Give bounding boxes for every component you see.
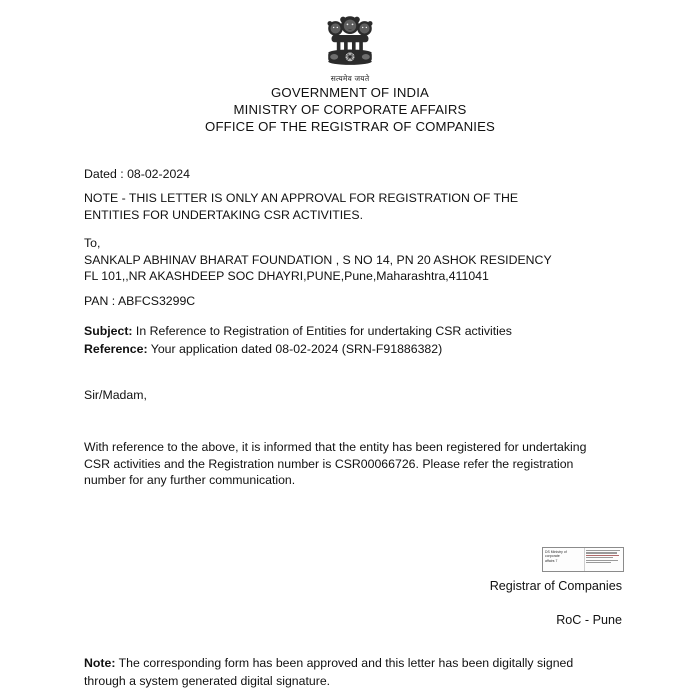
addressee-line-1: SANKALP ABHINAV BHARAT FOUNDATION , S NO 14, PN 20 ASHOK RESIDENCY [84, 252, 552, 267]
addressee-line-2: FL 101,,NR AKASHDEEP SOC DHAYRI,PUNE,Pune,Maharashtra,411041 [84, 269, 489, 283]
digital-signature-stamp [542, 547, 624, 572]
to-label: To, [84, 236, 101, 250]
stamp-line-3: affairs 7 [545, 558, 558, 563]
footer-note-line-2: through a system generated digital signature. [84, 674, 331, 688]
reference-label: Reference: [84, 342, 148, 356]
letterhead-header [0, 84, 700, 136]
digital-signature-stamp-text [543, 548, 584, 571]
letter-date: Dated : 08-02-2024 [84, 167, 190, 181]
header-office: OFFICE OF THE REGISTRAR OF COMPANIES [205, 119, 495, 135]
body-paragraph-line-2: CSR activities and the Registration number is CSR00066726. Please refer the registration [84, 456, 574, 471]
pan-number: PAN : ABFCS3299C [84, 294, 196, 308]
footer-note-text: The corresponding form has been approved and this letter has been digitally signed [115, 656, 574, 670]
stamp-line-2: corporate [545, 554, 560, 559]
subject-label: Subject: [84, 324, 133, 338]
digital-signature-stamp-detail [584, 548, 623, 571]
reference-text: Your application dated 08-02-2024 (SRN-F91886382) [147, 342, 443, 356]
footer-note-line-1 [84, 655, 606, 672]
header-government-of-india: GOVERNMENT OF INDIA [271, 85, 429, 100]
salutation: Sir/Madam, [84, 388, 147, 402]
footer-note-label: Note: [84, 656, 116, 670]
emblem-motto: सत्यमेव जयते [330, 74, 370, 83]
body-paragraph-line-3: number for any further communication. [84, 473, 296, 487]
note-heading-line-1: NOTE - THIS LETTER IS ONLY AN APPROVAL FOR REGISTRATION OF THE [84, 191, 519, 205]
subject-text: In Reference to Registration of Entities for undertaking CSR activities [132, 324, 512, 338]
header-ministry: MINISTRY OF CORPORATE AFFAIRS [233, 102, 467, 118]
subject-line [84, 323, 606, 340]
body-paragraph-line-1: With reference to the above, it is informed that the entity has been registered for undertaking [84, 440, 587, 454]
registrar-designation: Registrar of Companies [489, 579, 622, 593]
reference-line [84, 341, 606, 358]
note-heading-line-2: ENTITIES FOR UNDERTAKING CSR ACTIVITIES. [84, 207, 363, 222]
stamp-line-1: DS Ministry of [545, 549, 567, 554]
state-emblem-of-india-icon [0, 6, 700, 83]
roc-office: RoC - Pune [556, 613, 622, 627]
